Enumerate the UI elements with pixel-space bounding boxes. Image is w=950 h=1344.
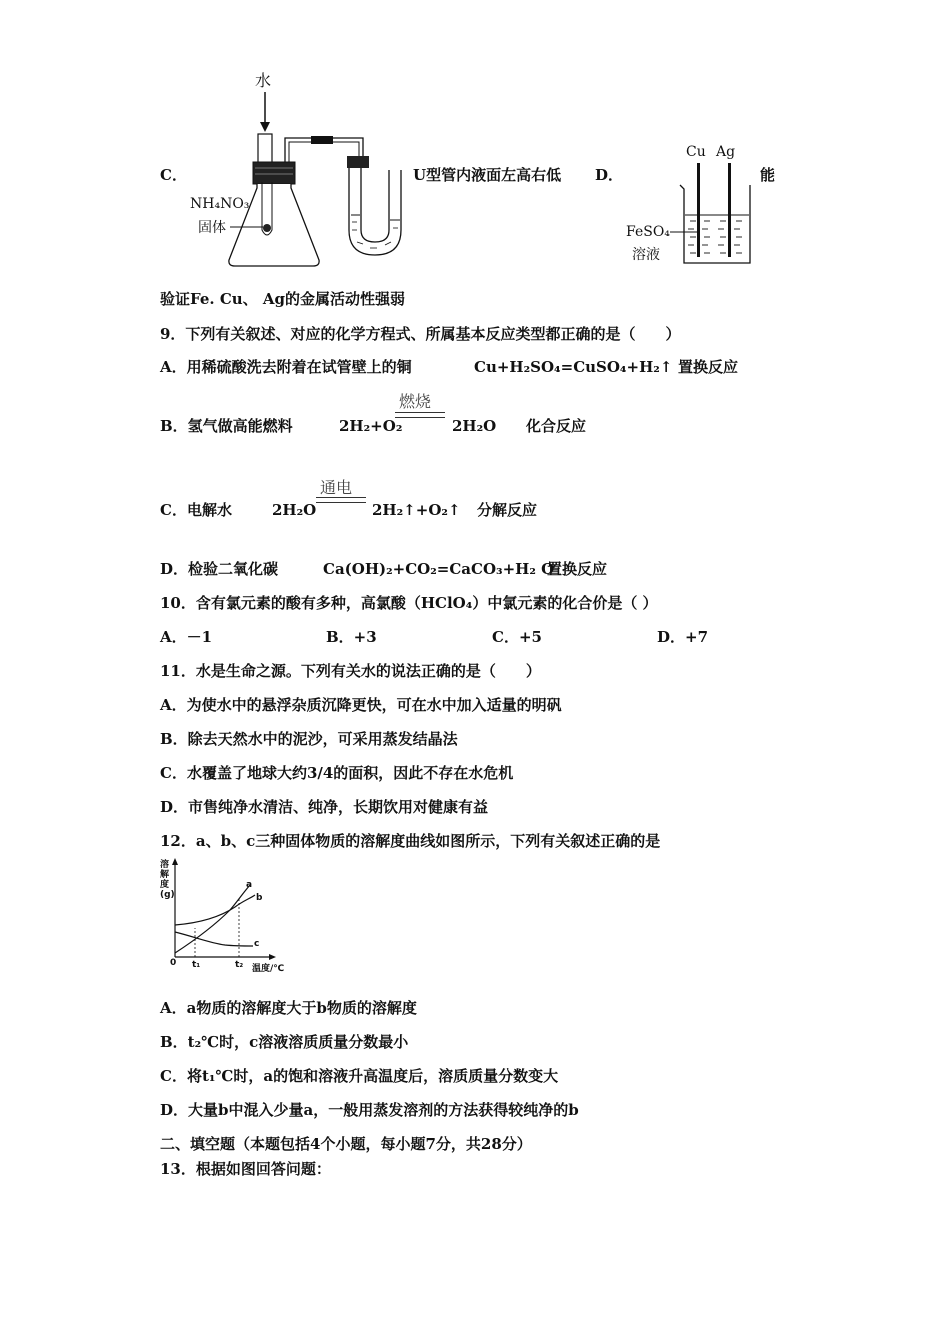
curve-b-label: b (256, 893, 263, 903)
q9-option-c-reactants: 2H₂O (272, 501, 317, 519)
q12-stem: 12．a、b、c三种固体物质的溶解度曲线如图所示，下列有关叙述正确的是 (160, 832, 661, 850)
section-2-heading: 二、填空题（本题包括4个小题，每小题7分，共28分） (160, 1135, 532, 1153)
q9-option-a-equation: Cu+H₂SO₄=CuSO₄+H₂↑ (474, 358, 673, 376)
q9-stem: 9．下列有关叙述、对应的化学方程式、所属基本反应类型都正确的是（ ） (160, 325, 681, 343)
solid-label: 固体 (198, 220, 226, 236)
q13-stem: 13．根据如图回答问题： (160, 1160, 331, 1178)
q11-stem: 11．水是生命之源。下列有关水的说法正确的是（ ） (160, 662, 541, 680)
x-axis-arrow (269, 954, 276, 960)
chart-tick-t2: t₂ (235, 960, 244, 970)
q8-option-d-tail: 能 (760, 166, 776, 184)
q9-option-a-text: A．用稀硫酸洗去附着在试管壁上的铜 (160, 358, 412, 376)
cu-label: Cu (686, 144, 706, 160)
curve-c (175, 932, 253, 946)
q12-option-a: A．a物质的溶解度大于b物质的溶解度 (160, 999, 417, 1017)
q10-option-b: B．+3 (326, 628, 377, 646)
reaction-equals-sign (316, 497, 366, 503)
q9-option-c-condition: 通电 (320, 478, 353, 497)
q9-option-b-condition: 燃烧 (399, 392, 432, 411)
q11-option-d: D．市售纯净水清洁、纯净，长期饮用对健康有益 (160, 798, 489, 816)
curve-c-label: c (254, 939, 260, 949)
q12-option-c: C．将t₁℃时，a的饱和溶液升高温度后，溶质质量分数变大 (160, 1067, 559, 1085)
reaction-equals-sign (395, 412, 445, 418)
q9-option-c-products: 2H₂↑+O₂↑ (372, 501, 461, 519)
q8-option-d-label: D． (595, 166, 624, 184)
q11-option-a: A．为使水中的悬浮杂质沉降更快，可在水中加入适量的明矾 (160, 696, 562, 714)
q9-option-d-type: 置换反应 (547, 560, 608, 578)
q9-option-d-text: D．检验二氧化碳 (160, 560, 279, 578)
solution-label: 溶液 (632, 247, 660, 263)
q9-option-b-reactants: 2H₂+O₂ (339, 417, 403, 435)
q8-option-c-label: C． (160, 166, 187, 184)
q9-option-a-type: 置换反应 (678, 358, 739, 376)
chart-origin-label: 0 (170, 958, 177, 968)
q9-option-d-equation: Ca(OH)₂+CO₂=CaCO₃+H₂ O (323, 560, 555, 578)
q12-option-b: B．t₂℃时，c溶液溶质质量分数最小 (160, 1033, 409, 1051)
nh4no3-label: NH₄NO₃ (190, 196, 250, 212)
q11-option-b: B．除去天然水中的泥沙，可采用蒸发结晶法 (160, 730, 458, 748)
feso4-label: FeSO₄ (626, 224, 670, 240)
q11-option-c: C．水覆盖了地球大约3/4的面积，因此不存在水危机 (160, 764, 514, 782)
chart-xlabel: 温度/℃ (252, 964, 285, 974)
solubility-chart (155, 855, 305, 975)
q10-option-c: C．+5 (492, 628, 542, 646)
curve-a-label: a (246, 880, 253, 890)
q9-option-b-text: B．氢气做高能燃料 (160, 417, 293, 435)
q9-option-c-text: C．电解水 (160, 501, 232, 519)
q8-option-c-text: U型管内液面左高右低 (413, 166, 562, 184)
q10-option-d: D．+7 (657, 628, 709, 646)
q9-option-b-type: 化合反应 (526, 417, 587, 435)
y-axis-arrow (172, 858, 178, 865)
chart-tick-t1: t₁ (192, 960, 201, 970)
q10-stem: 10．含有氯元素的酸有多种，高氯酸（HClO₄）中氯元素的化合价是（ ） (160, 594, 658, 612)
q8-option-d-text: 验证Fe. Cu、 Ag的金属活动性强弱 (160, 290, 406, 308)
flask-apparatus-diagram (185, 70, 435, 275)
chart-ylabel: 溶解度(g) (160, 860, 175, 900)
q10-option-a: A．－1 (160, 628, 213, 646)
curve-b (175, 895, 255, 925)
q9-option-b-products: 2H₂O (452, 417, 497, 435)
water-label: 水 (255, 71, 272, 90)
q9-option-c-type: 分解反应 (477, 501, 538, 519)
ag-label: Ag (716, 144, 736, 160)
q12-option-d: D．大量b中混入少量a，一般用蒸发溶剂的方法获得较纯净的b (160, 1101, 579, 1119)
